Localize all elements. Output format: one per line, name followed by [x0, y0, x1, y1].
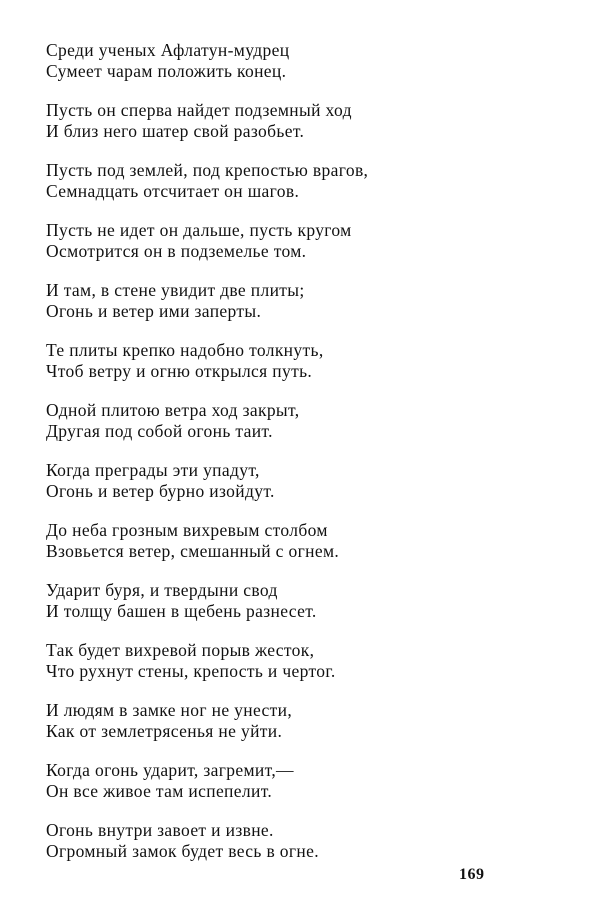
verse-line: Пусть не идет он дальше, пусть кругом: [46, 220, 352, 240]
verse-line: Что рухнут стены, крепость и чертог.: [46, 661, 336, 681]
stanza: [46, 40, 566, 82]
verse-line: Когда огонь ударит, загремит,—: [46, 760, 294, 780]
stanza: [46, 100, 566, 142]
verse-line: Он все живое там испепелит.: [46, 781, 273, 801]
verse-line: Чтоб ветру и огню открылся путь.: [46, 361, 313, 381]
stanza: [46, 220, 566, 262]
verse-line: Огромный замок будет весь в огне.: [46, 841, 319, 861]
poem-body: [46, 40, 566, 880]
verse-line: И людям в замке ног не унести,: [46, 700, 293, 720]
verse-line: Огонь и ветер ими заперты.: [46, 301, 262, 321]
verse-line: Среди ученых Афлатун-мудрец: [46, 40, 290, 60]
stanza: [46, 520, 566, 562]
verse-line: Огонь и ветер бурно изойдут.: [46, 481, 275, 501]
verse-line: До неба грозным вихревым столбом: [46, 520, 328, 540]
verse-line: Осмотрится он в подземелье том.: [46, 241, 307, 261]
verse-line: Так будет вихревой порыв жесток,: [46, 640, 315, 660]
stanza: [46, 340, 566, 382]
stanza: [46, 400, 566, 442]
verse-line: Пусть под землей, под крепостью врагов,: [46, 160, 369, 180]
verse-line: Семнадцать отсчитает он шагов.: [46, 181, 300, 201]
stanza: [46, 160, 566, 202]
stanza: [46, 760, 566, 802]
verse-line: Пусть он сперва найдет подземный ход: [46, 100, 352, 120]
verse-line: Одной плитою ветра ход закрыт,: [46, 400, 300, 420]
stanza: [46, 580, 566, 622]
page-number: 169: [459, 866, 485, 883]
verse-line: Те плиты крепко надобно толкнуть,: [46, 340, 324, 360]
verse-line: Ударит буря, и твердыни свод: [46, 580, 278, 600]
stanza: [46, 700, 566, 742]
stanza: [46, 460, 566, 502]
verse-line: Как от землетрясенья не уйти.: [46, 721, 283, 741]
verse-line: Когда преграды эти упадут,: [46, 460, 260, 480]
verse-line: Другая под собой огонь таит.: [46, 421, 273, 441]
verse-line: Взовьется ветер, смешанный с огнем.: [46, 541, 340, 561]
stanza: [46, 820, 566, 862]
stanza: [46, 640, 566, 682]
verse-line: И близ него шатер свой разобьет.: [46, 121, 305, 141]
stanza: [46, 280, 566, 322]
verse-line: Сумеет чарам положить конец.: [46, 61, 287, 81]
verse-line: И там, в стене увидит две плиты;: [46, 280, 305, 300]
verse-line: Огонь внутри завоет и извне.: [46, 820, 274, 840]
verse-line: И толщу башен в щебень разнесет.: [46, 601, 317, 621]
